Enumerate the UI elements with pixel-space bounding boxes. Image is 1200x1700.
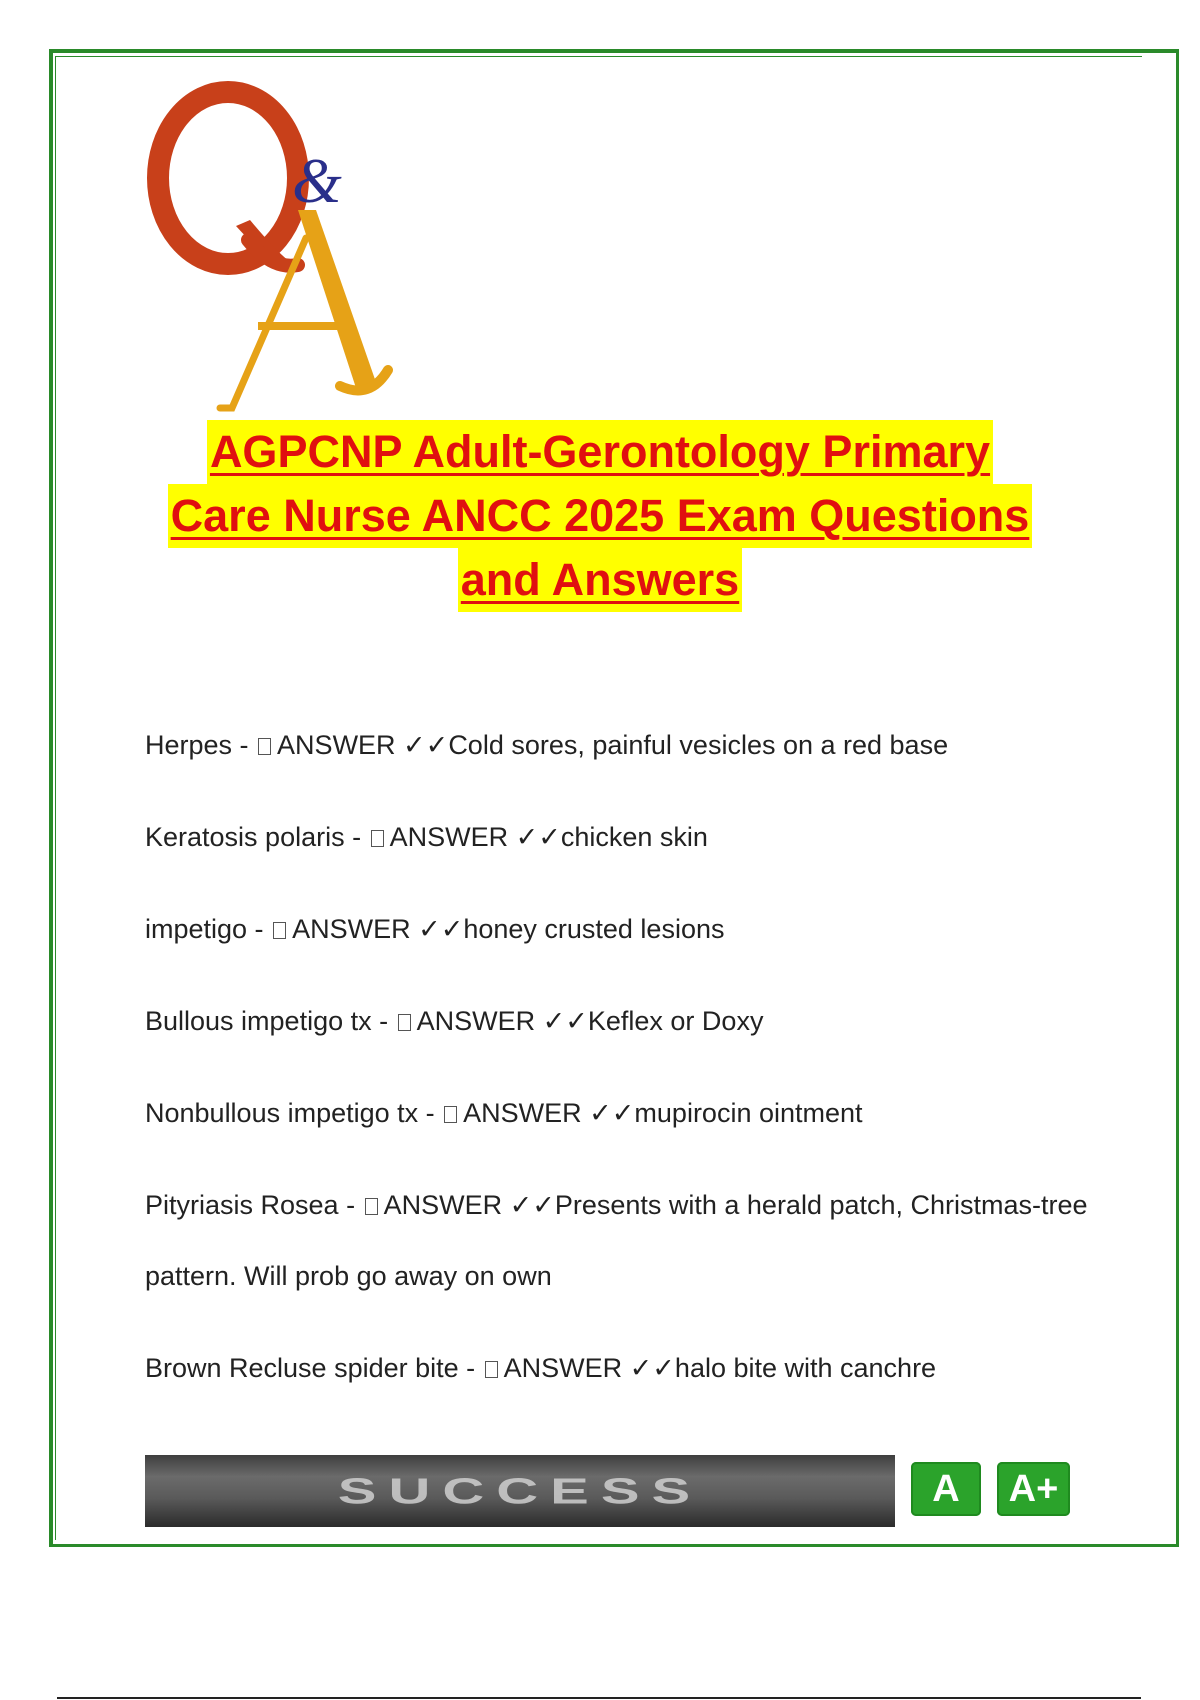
checkbox-glyph-icon [398, 1014, 411, 1031]
qa-list [145, 710, 1105, 1404]
qa-answer: Presents with a herald patch, Christmas-tree pattern. Will prob go away on own [145, 1190, 1088, 1291]
qa-item [145, 1170, 1105, 1312]
title-line-3: and Answers [458, 548, 742, 612]
logo-ampersand: & [292, 145, 342, 216]
border-inner-left [55, 56, 56, 1540]
qa-answer: chicken skin [560, 822, 708, 852]
title-line-1: AGPCNP Adult-Gerontology Primary [207, 420, 993, 484]
qa-answer-marker: ANSWER ✓✓ [277, 730, 449, 760]
qa-answer-marker: ANSWER ✓✓ [463, 1098, 635, 1128]
qa-logo [140, 70, 420, 415]
checkbox-glyph-icon [258, 738, 271, 755]
qa-answer: honey crusted lesions [463, 914, 725, 944]
qa-item [145, 802, 1105, 873]
qa-question: impetigo - [145, 914, 272, 944]
success-banner-text: SUCCESS [337, 1470, 703, 1512]
qa-question: Nonbullous impetigo tx - [145, 1098, 443, 1128]
qa-answer-marker: ANSWER ✓✓ [389, 822, 561, 852]
success-banner [145, 1455, 895, 1527]
qa-item [145, 894, 1105, 965]
checkbox-glyph-icon [365, 1198, 378, 1215]
qa-answer-marker: ANSWER ✓✓ [383, 1190, 555, 1220]
logo-q-letter [158, 92, 300, 267]
grade-a-badge: A [911, 1462, 981, 1516]
border-inner-top [56, 56, 1142, 57]
qa-question: Bullous impetigo tx - [145, 1006, 396, 1036]
qa-item [145, 1078, 1105, 1149]
grade-a-plus-badge: A+ [997, 1462, 1070, 1516]
qa-answer-marker: ANSWER ✓✓ [503, 1353, 675, 1383]
qa-item [145, 710, 1105, 781]
qa-question: Pityriasis Rosea - [145, 1190, 363, 1220]
qa-question: Keratosis polaris - [145, 822, 369, 852]
qa-answer: Keflex or Doxy [587, 1006, 764, 1036]
qa-answer-marker: ANSWER ✓✓ [292, 914, 464, 944]
title-line-2: Care Nurse ANCC 2025 Exam Questions [168, 484, 1033, 548]
qa-answer: halo bite with canchre [674, 1353, 937, 1383]
qa-item [145, 1333, 1105, 1404]
checkbox-glyph-icon [273, 922, 286, 939]
checkbox-glyph-icon [444, 1106, 457, 1123]
document-title [100, 420, 1100, 612]
qa-question: Herpes - [145, 730, 257, 760]
qa-answer: mupirocin ointment [634, 1098, 863, 1128]
qa-answer-marker: ANSWER ✓✓ [416, 1006, 588, 1036]
checkbox-glyph-icon [371, 830, 384, 847]
footer-rule [57, 1697, 1141, 1699]
checkbox-glyph-icon [485, 1361, 498, 1378]
qa-answer: Cold sores, painful vesicles on a red base [448, 730, 949, 760]
qa-item [145, 986, 1105, 1057]
qa-question: Brown Recluse spider bite - [145, 1353, 483, 1383]
